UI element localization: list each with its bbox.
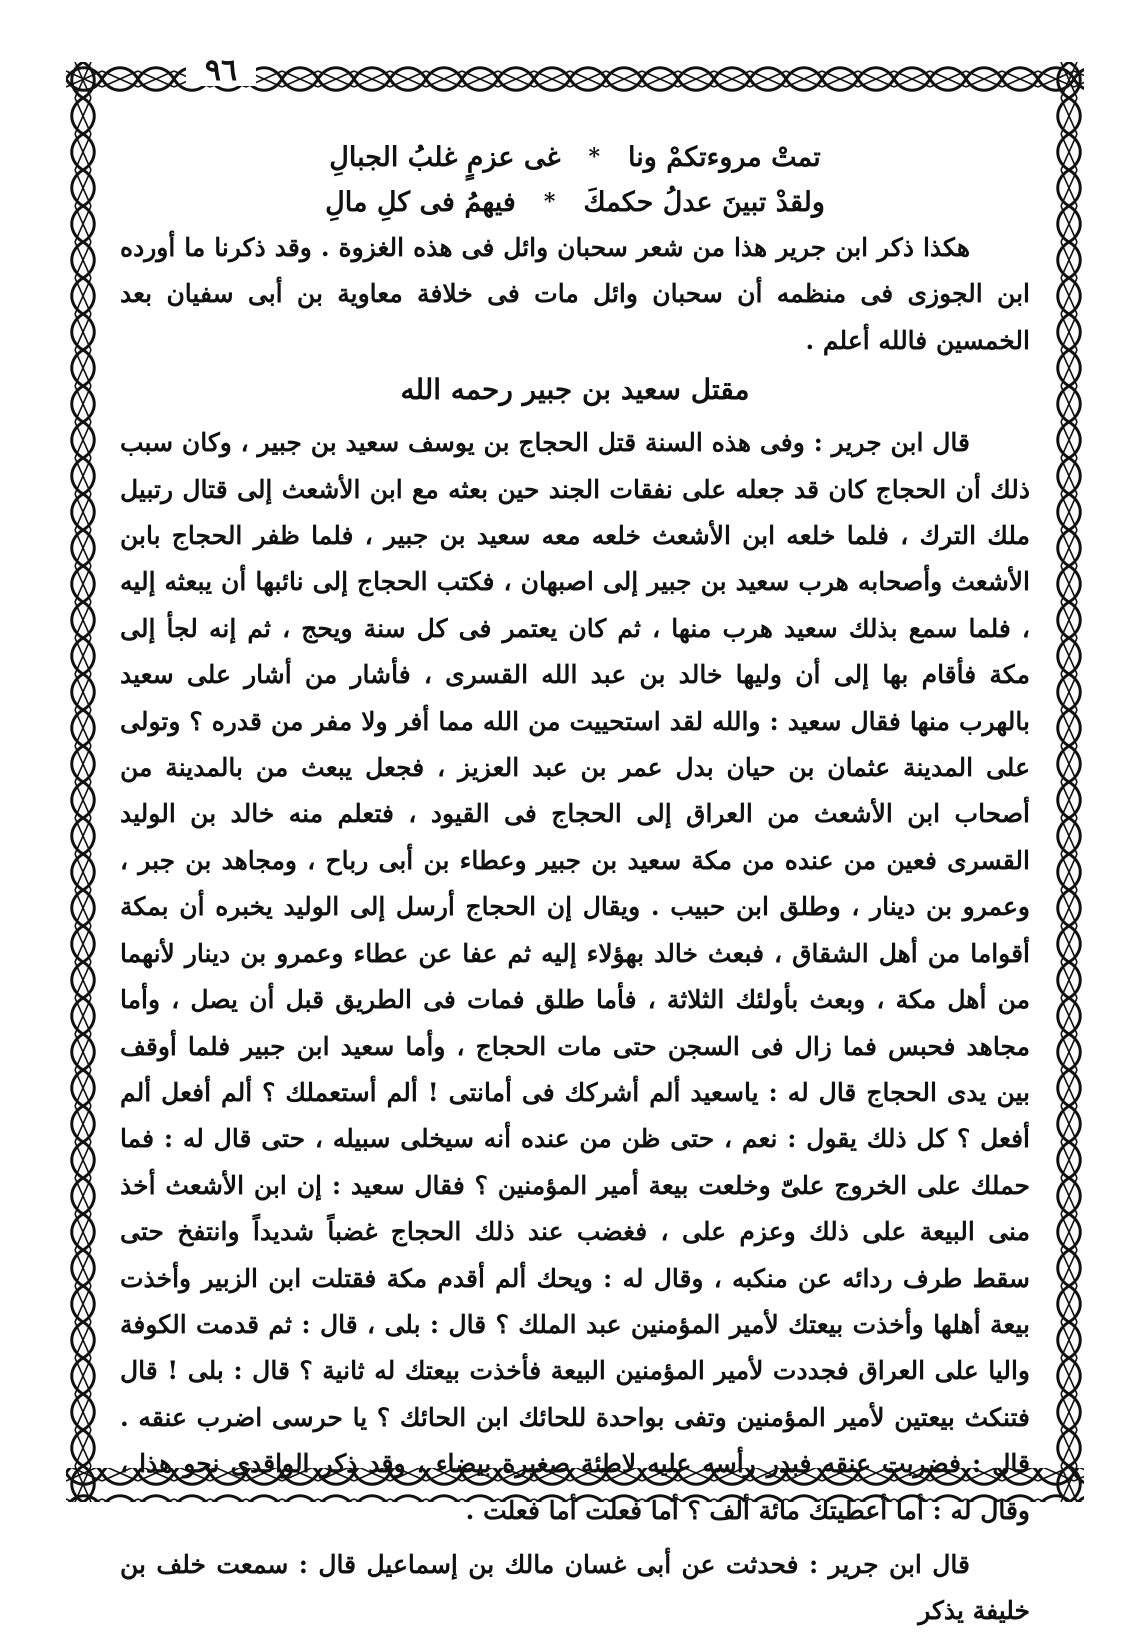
section-heading: مقتل سعيد بن جبير رحمه الله	[400, 373, 750, 407]
poem-first-hemistich: تمتْ مروءتكمْ ونا	[628, 142, 821, 173]
poem-line	[120, 180, 1030, 225]
paragraph: قال ابن جرير : فحدثت عن أبى غسان مالك بن إسماعيل قال : سمعت خلف بن خليفة يذكر	[120, 1549, 1030, 1626]
page-number: ٩٦	[186, 56, 256, 86]
paragraph: هكذا ذكر ابن جرير هذا من شعر سحبان وائل فى هذه الغزوة . وقد ذكرنا ما أورده ابن الجوزى فى منظمه أن سحبان وائل مات فى خلافة معاوية بن أبى سفيان بعد الخمسين فالله أعلم .	[120, 233, 1030, 355]
paragraph: قال ابن جرير : وفى هذه السنة قتل الحجاج بن يوسف سعيد بن جبير ، وكان سبب ذلك أن الحجاج كان قد جعله على نفقات الجند حين بعثه مع ابن الأشعث إلى قتال رتبيل ملك الترك ، فلما خلعه ابن الأشعث خلعه معه سعيد بن جبير ، فلما ظفر الحجاج بابن الأشعث وأصحابه هرب سعيد بن جبير إلى اصبهان ، فكتب الحجاج إلى نائبها أن يبعثه إليه ، فلما سمع بذلك سعيد هرب منها ، ثم كان يعتمر فى كل سنة ويحج ، ثم إنه لجأ إلى مكة فأقام بها إلى أن وليها خالد بن عبد الله القسرى ، فأشار من أشار على سعيد بالهرب منها فقال سعيد : والله لقد استحييت من الله مما أفر ولا مفر من قدره ؟ وتولى على المدينة عثمان بن حيان بدل عمر بن عبد العزيز ، فجعل يبعث من بالمدينة من أصحاب ابن الأشعث من العراق إلى الحجاج فى القيود ، فتعلم منه خالد بن الوليد القسرى فعين من عنده من مكة سعيد بن جبير وعطاء بن أبى رباح ، ومجاهد بن جبر ، وعمرو بن دينار ، وطلق ابن حبيب . ويقال إن الحجاج أرسل إلى الوليد يخبره أن بمكة أقواما من أهل الشقاق ، فبعث خالد بهؤلاء إليه ثم عفا عن عطاء وعمرو بن دينار لأنهما من أهل مكة ، وبعث بأولئك الثلاثة ، فأما طلق فمات فى الطريق قبل أن يصل ، وأما مجاهد فحبس فما زال فى السجن حتى مات الحجاج ، وأما سعيد ابن جبير فلما أوقف بين يدى الحجاج قال له : ياسعيد ألم أشركك فى أمانتى ! ألم أستعملك ؟ ألم أفعل ألم أفعل ؟ كل ذلك يقول : نعم ، حتى ظن من عنده أنه سيخلى سبيله ، حتى قال له : فما حملك على الخروج علىّ وخلعت بيعة أمير المؤمنين ؟ فقال سعيد : إن ابن الأشعث أخذ منى البيعة على ذلك وعزم على ، فغضب عند ذلك الحجاج غضباً شديداً وانتفخ حتى سقط طرف ردائه عن منكبه ، وقال له : ويحك ألم أقدم مكة فقتلت ابن الزبير وأخذت بيعة أهلها وأخذت بيعتك لأمير المؤمنين عبد الملك ؟ قال : بلى ، قال : ثم قدمت الكوفة واليا على العراق فجددت لأمير المؤمنين البيعة فأخذت بيعتك له ثانية ؟ قال : بلى ! قال فتنكث بيعتين لأمير المؤمنين وتفى بواحدة للحائك ابن الحائك ؟ يا حرسى اضرب عنقه . قال : فضربت عنقه فبدر رأسه عليه لاطئة صغيرة بيضاء ، وقد ذكر الواقدى نحو هذا ، وقال له : أما أعطيتك مائة ألف ؟ أما فعلت أما فعلت .	[120, 428, 1030, 1525]
poem-second-hemistich: فيهمُ فى كلِ مالِ	[325, 187, 516, 218]
poem-first-hemistich: ولقدْ تبينَ عدلُ حكمكَ	[583, 187, 825, 218]
poem-separator: *	[588, 144, 601, 170]
poem-separator: *	[543, 189, 556, 215]
page-content	[120, 135, 1030, 1626]
poem-line	[120, 135, 1030, 180]
poem-second-hemistich: غى عزمٍ غلبُ الجبالِ	[329, 142, 561, 173]
